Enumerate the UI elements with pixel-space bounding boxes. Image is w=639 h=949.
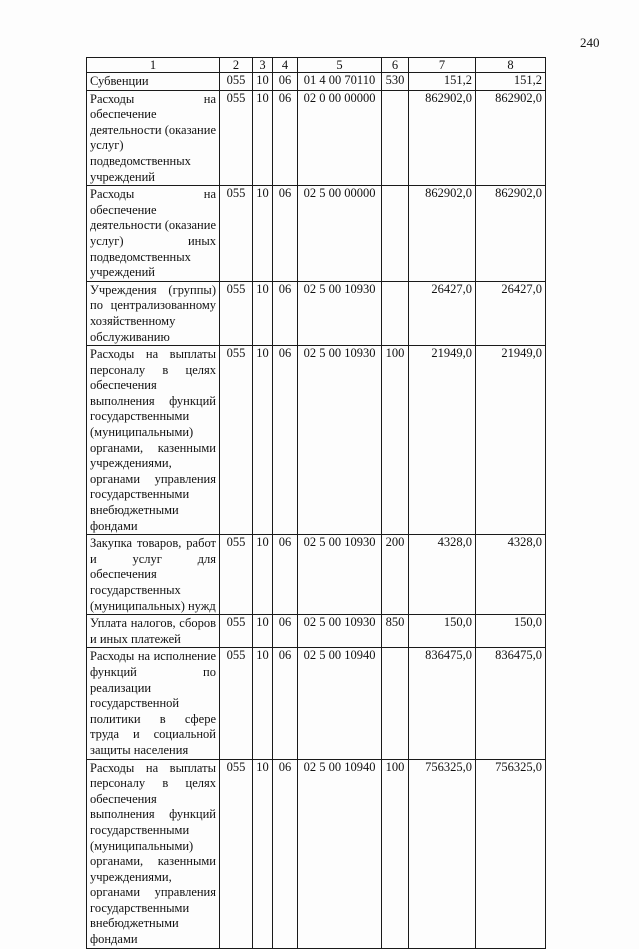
admin-code: 055 — [220, 759, 253, 948]
section-code: 10 — [253, 186, 273, 282]
admin-code: 055 — [220, 535, 253, 615]
section-code: 10 — [253, 346, 273, 535]
table-row — [87, 90, 546, 186]
subsection-code: 06 — [273, 648, 298, 759]
amount-col8: 862902,0 — [476, 90, 546, 186]
row-name: Субвенции — [87, 73, 220, 91]
target-article-code: 02 5 00 10940 — [298, 759, 382, 948]
column-header: 5 — [298, 58, 382, 73]
subsection-code: 06 — [273, 759, 298, 948]
amount-col8: 150,0 — [476, 615, 546, 648]
table-row — [87, 186, 546, 282]
admin-code: 055 — [220, 186, 253, 282]
target-article-code: 02 5 00 10940 — [298, 648, 382, 759]
amount-col8: 756325,0 — [476, 759, 546, 948]
admin-code: 055 — [220, 615, 253, 648]
target-article-code: 02 5 00 10930 — [298, 281, 382, 345]
column-header: 7 — [409, 58, 476, 73]
expense-type-code: 850 — [382, 615, 409, 648]
target-article-code: 01 4 00 70110 — [298, 73, 382, 91]
subsection-code: 06 — [273, 615, 298, 648]
section-code: 10 — [253, 535, 273, 615]
amount-col8: 151,2 — [476, 73, 546, 91]
admin-code: 055 — [220, 346, 253, 535]
expense-type-code — [382, 281, 409, 345]
section-code: 10 — [253, 648, 273, 759]
target-article-code: 02 5 00 10930 — [298, 615, 382, 648]
budget-table — [86, 57, 546, 949]
amount-col7: 836475,0 — [409, 648, 476, 759]
column-number-header-row — [87, 58, 546, 73]
column-header: 1 — [87, 58, 220, 73]
amount-col8: 21949,0 — [476, 346, 546, 535]
row-name: Закупка товаров, работ и услуг для обеспечения государственных (муниципальных) нужд — [87, 535, 220, 615]
subsection-code: 06 — [273, 186, 298, 282]
table-row — [87, 73, 546, 91]
target-article-code: 02 5 00 10930 — [298, 535, 382, 615]
column-header: 8 — [476, 58, 546, 73]
subsection-code: 06 — [273, 535, 298, 615]
target-article-code: 02 0 00 00000 — [298, 90, 382, 186]
expense-type-code: 200 — [382, 535, 409, 615]
admin-code: 055 — [220, 281, 253, 345]
amount-col8: 26427,0 — [476, 281, 546, 345]
column-header: 2 — [220, 58, 253, 73]
table-row — [87, 648, 546, 759]
amount-col7: 150,0 — [409, 615, 476, 648]
table-row — [87, 281, 546, 345]
expense-type-code: 530 — [382, 73, 409, 91]
row-name: Расходы на обеспечение деятельности (оказание услуг) подведомственных учреждений — [87, 90, 220, 186]
row-name: Расходы на исполнение функций по реализации государственной политики в сфере труда и социальной защиты населения — [87, 648, 220, 759]
table-row — [87, 615, 546, 648]
admin-code: 055 — [220, 73, 253, 91]
admin-code: 055 — [220, 648, 253, 759]
expense-type-code: 100 — [382, 346, 409, 535]
subsection-code: 06 — [273, 281, 298, 345]
row-name: Уплата налогов, сборов и иных платежей — [87, 615, 220, 648]
column-header: 3 — [253, 58, 273, 73]
table-row — [87, 535, 546, 615]
expense-type-code: 100 — [382, 759, 409, 948]
column-header: 6 — [382, 58, 409, 73]
amount-col7: 862902,0 — [409, 90, 476, 186]
subsection-code: 06 — [273, 346, 298, 535]
amount-col7: 151,2 — [409, 73, 476, 91]
column-header: 4 — [273, 58, 298, 73]
amount-col7: 862902,0 — [409, 186, 476, 282]
target-article-code: 02 5 00 00000 — [298, 186, 382, 282]
table-row — [87, 759, 546, 948]
row-name: Расходы на выплаты персоналу в целях обеспечения выполнения функций государственными (муниципальными) органами, казенными учреждениями, органами управления государственными внебюджетными фондами — [87, 346, 220, 535]
expense-type-code — [382, 186, 409, 282]
section-code: 10 — [253, 73, 273, 91]
subsection-code: 06 — [273, 73, 298, 91]
amount-col7: 26427,0 — [409, 281, 476, 345]
expense-type-code — [382, 648, 409, 759]
subsection-code: 06 — [273, 90, 298, 186]
amount-col8: 862902,0 — [476, 186, 546, 282]
row-name: Расходы на обеспечение деятельности (оказание услуг) иных подведомственных учреждений — [87, 186, 220, 282]
amount-col8: 836475,0 — [476, 648, 546, 759]
section-code: 10 — [253, 281, 273, 345]
expense-type-code — [382, 90, 409, 186]
page-number: 240 — [580, 35, 600, 50]
amount-col7: 4328,0 — [409, 535, 476, 615]
amount-col7: 21949,0 — [409, 346, 476, 535]
target-article-code: 02 5 00 10930 — [298, 346, 382, 535]
row-name: Учреждения (группы) по централизованному хозяйственному обслуживанию — [87, 281, 220, 345]
section-code: 10 — [253, 615, 273, 648]
amount-col7: 756325,0 — [409, 759, 476, 948]
table-row — [87, 346, 546, 535]
row-name: Расходы на выплаты персоналу в целях обеспечения выполнения функций государственными (муниципальными) органами, казенными учреждениями, органами управления государственными внебюджетными фондами — [87, 759, 220, 948]
admin-code: 055 — [220, 90, 253, 186]
section-code: 10 — [253, 759, 273, 948]
section-code: 10 — [253, 90, 273, 186]
amount-col8: 4328,0 — [476, 535, 546, 615]
